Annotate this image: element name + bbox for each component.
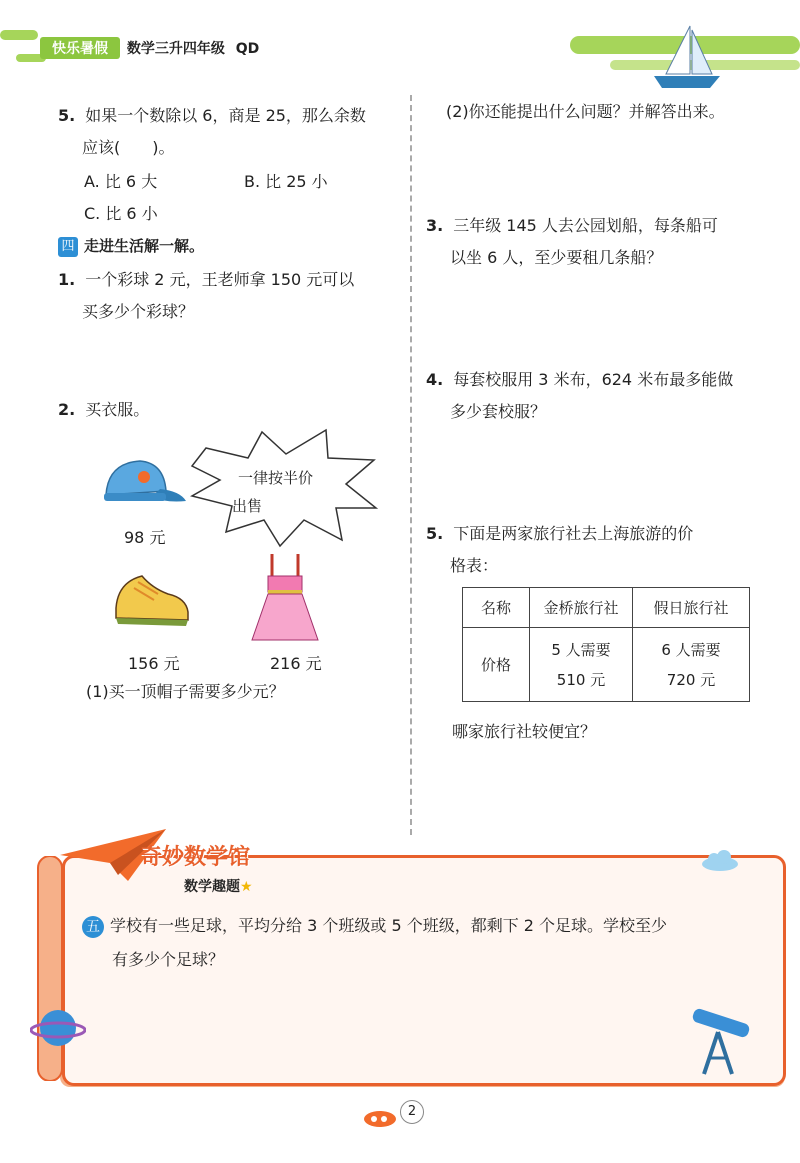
left-q2-title — [58, 394, 149, 426]
section-four-heading — [58, 230, 204, 262]
option-b: B. 比 25 小 — [244, 172, 328, 191]
cap-price: 98 元 — [124, 528, 166, 547]
question-text: 买衣服。 — [85, 400, 150, 419]
sailboat-illustration — [550, 20, 800, 90]
cell-line: 6 人需要 — [661, 640, 721, 659]
question-text: 如果一个数除以 6，商是 25，那么余数 — [85, 106, 366, 125]
section-badge: 五 — [82, 916, 104, 938]
cell-line: 720 元 — [666, 670, 716, 689]
right-q4-line2: 多少套校服？ — [450, 402, 547, 421]
star-icon: ★ — [240, 879, 253, 895]
left-q1-line2: 买多少个彩球？ — [82, 302, 195, 321]
right-q5-line1 — [426, 518, 693, 550]
burst-text-line1: 一律按半价 — [238, 469, 314, 487]
shoes-icon — [112, 568, 192, 630]
q2-sub1: (1)买一顶帽子需要多少元？ — [86, 682, 285, 701]
table-header-name: 名称 — [463, 588, 530, 628]
table-cell-agency-a — [530, 628, 633, 702]
submarine-icon — [360, 1106, 398, 1128]
cell-line: 5 人需要 — [551, 640, 611, 659]
left-q1-line1 — [58, 264, 354, 296]
question-number: 1. — [58, 270, 76, 289]
cloud-icon — [700, 850, 740, 872]
question-number: 3. — [426, 216, 444, 235]
header-decoration — [0, 30, 38, 40]
bottom-q-line1 — [82, 910, 667, 942]
question-text: 一个彩球 2 元，王老师拿 150 元可以 — [85, 270, 355, 289]
question-text: 学校有一些足球，平均分给 3 个班级或 5 个班级，都剩下 2 个足球。学校至少 — [110, 916, 668, 935]
question-number: 4. — [426, 370, 444, 389]
price-table — [462, 587, 750, 702]
box-subtitle-text: 数学趣题 — [184, 879, 240, 895]
right-q5-line2: 格表： — [450, 556, 499, 575]
cap-icon — [100, 455, 190, 515]
left-q5-line1 — [58, 100, 366, 132]
table-header-agency-b: 假日旅行社 — [633, 588, 750, 628]
question-text: 三年级 145 人去公园划船，每条船可 — [453, 216, 718, 235]
section-title: 走进生活解一解。 — [84, 237, 205, 255]
left-q5-line2: 应该( )。 — [82, 138, 175, 157]
right-q3-line1 — [426, 210, 718, 242]
section-badge: 四 — [58, 237, 78, 257]
cell-line: 510 元 — [556, 670, 606, 689]
planet-icon — [30, 1000, 86, 1056]
box-title: 奇妙数学馆 — [140, 845, 251, 870]
page-number: 2 — [400, 1100, 424, 1124]
question-text: 每套校服用 3 米布，624 米布最多能做 — [453, 370, 734, 389]
right-q4-line1 — [426, 364, 733, 396]
shoes-price: 156 元 — [128, 654, 180, 673]
right-q3-line2: 以坐 6 人，至少要租几条船？ — [450, 248, 663, 267]
header-text — [52, 38, 259, 58]
option-a: A. 比 6 大 — [84, 172, 158, 191]
dress-price: 216 元 — [270, 654, 322, 673]
header-edition: QD — [235, 41, 260, 57]
question-number: 2. — [58, 400, 76, 419]
telescope-icon — [686, 1002, 756, 1076]
q2-sub2: (2)你还能提出什么问题？并解答出来。 — [446, 102, 725, 121]
table-header-agency-a: 金桥旅行社 — [530, 588, 633, 628]
header-subject: 数学三升四年级 — [126, 41, 225, 57]
box-subtitle — [184, 876, 253, 896]
question-text: 下面是两家旅行社去上海旅游的价 — [453, 524, 694, 543]
header-brand: 快乐暑假 — [52, 41, 108, 57]
burst-text-line2: 出售 — [232, 497, 263, 515]
column-divider — [410, 95, 412, 835]
table-row-label: 价格 — [463, 628, 530, 702]
table-cell-agency-b — [633, 628, 750, 702]
question-number: 5. — [58, 106, 76, 125]
box-title-wrap — [140, 840, 250, 871]
dress-icon — [250, 552, 320, 644]
bottom-q-line2: 有多少个足球？ — [112, 950, 225, 969]
question-number: 5. — [426, 524, 444, 543]
right-q5-question: 哪家旅行社较便宜？ — [452, 722, 597, 741]
option-c: C. 比 6 小 — [84, 204, 158, 223]
page-header — [0, 28, 290, 66]
